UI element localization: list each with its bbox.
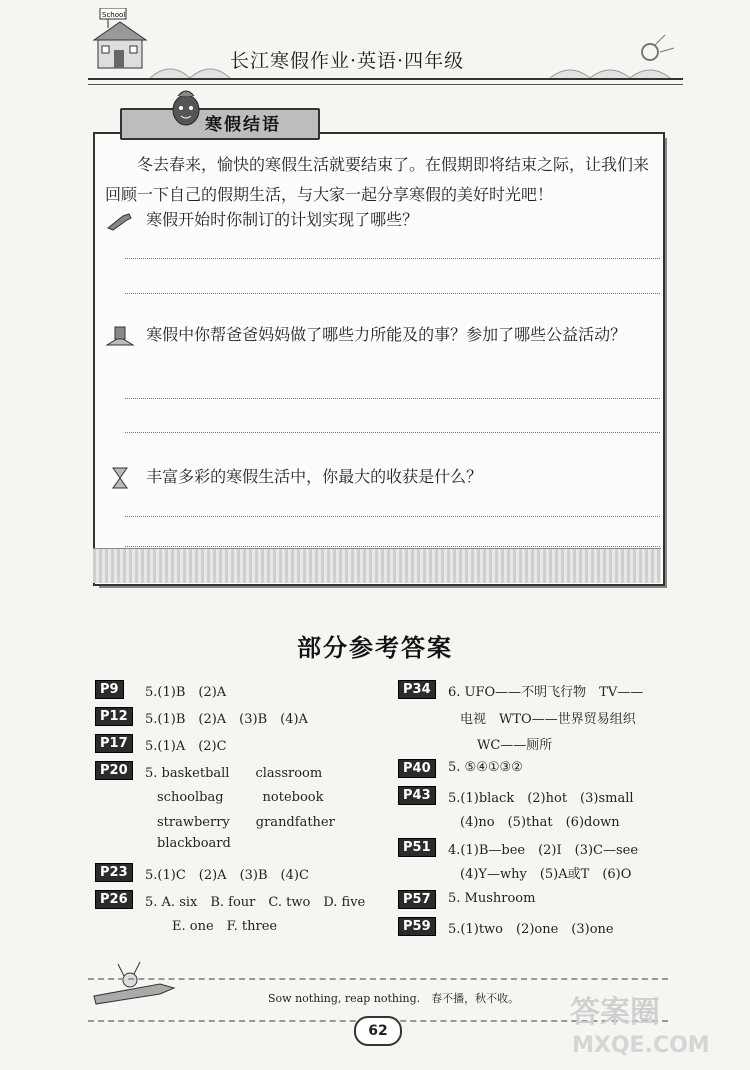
question-1-text: 寒假开始时你制订的计划实现了哪些？ [146,210,419,229]
header-rule [88,78,683,85]
page-badge: P40 [398,759,436,778]
page-badge: P57 [398,890,436,909]
summary-bottom-band [93,548,661,583]
watermark-logo [560,990,730,1060]
answer-text: 5.(1)C (2)A (3)B (4)C [145,868,309,883]
answer-text: 5.(1)B (2)A (3)B (4)A [145,712,308,727]
answer-line [125,546,660,547]
answer-line [125,398,660,399]
answer-text: (4)Y—why (5)A或T (6)O [460,867,632,882]
answer-line [125,293,660,294]
question-1 [105,205,655,235]
page-header-title: 长江寒假作业·英语·四年级 [230,50,465,72]
page-badge: P12 [95,707,133,726]
page-badge: P43 [398,786,436,805]
page-badge: P20 [95,761,133,780]
answer-text: (4)no (5)that (6)down [460,815,620,830]
school-sign: School [102,11,126,19]
page-badge: P23 [95,863,133,882]
answer-text: E. one F. three [172,919,278,934]
answer-text: 4.(1)B—bee (2)I (3)C—see [448,843,639,858]
summary-heading: 寒假结语 [205,115,281,135]
question-3 [105,462,655,492]
school-house-icon [88,8,158,78]
answer-text: 5. Mushroom [448,891,536,906]
answer-line [125,516,660,517]
answer-text: 5. ⑤④①③② [448,760,523,775]
page-badge: P34 [398,680,436,699]
answers-title: 部分参考答案 [297,633,453,662]
answer-text: schoolbag notebook [157,790,324,805]
answer-text: 5.(1)A (2)C [145,739,227,754]
answer-text: 6. UFO——不明飞行物 TV—— [448,685,644,700]
answer-text: 电视 WTO——世界贸易组织 [460,712,636,727]
page-badge: P9 [95,680,124,699]
footer-motto: Sow nothing, reap nothing. 春不播，秋不收。 [268,992,520,1005]
page-number: 62 [354,1016,402,1046]
answer-text: 5.(1)black (2)hot (3)small [448,791,634,806]
answer-text: 5. basketball classroom [145,766,323,781]
watermark-brand: 答案圈 [570,995,660,1030]
page-badge: P17 [95,734,133,753]
answer-line [125,258,660,259]
answer-text: blackboard [157,836,231,851]
answer-text: strawberry grandfather [157,815,335,830]
question-2 [105,320,655,350]
hourglass-icon [105,467,135,489]
answer-text: 5. A. six B. four C. two D. five [145,895,366,910]
strawberry-mascot-icon [168,86,204,132]
page-badge: P59 [398,917,436,936]
wrench-icon [105,210,135,232]
question-3-text: 丰富多彩的寒假生活中，你最大的收获是什么？ [146,467,483,486]
family-icon [105,325,135,347]
answer-text: WC——厕所 [477,738,553,753]
answer-text: 5.(1)two (2)one (3)one [448,922,614,937]
summary-intro: 冬去春来，愉快的寒假生活就要结束了。在假期即将结束之际，让我们来回顾一下自己的假期生活，与大家一起分享寒假的美好时光吧！ [105,155,650,204]
answer-text: 5.(1)B (2)A [145,685,227,700]
page-badge: P26 [95,890,133,909]
question-2-text: 寒假中你帮爸爸妈妈做了哪些力所能及的事？参加了哪些公益活动？ [146,325,627,344]
watermark-site: MXQE.COM [572,1033,710,1058]
answer-line [125,432,660,433]
page-badge: P51 [398,838,436,857]
